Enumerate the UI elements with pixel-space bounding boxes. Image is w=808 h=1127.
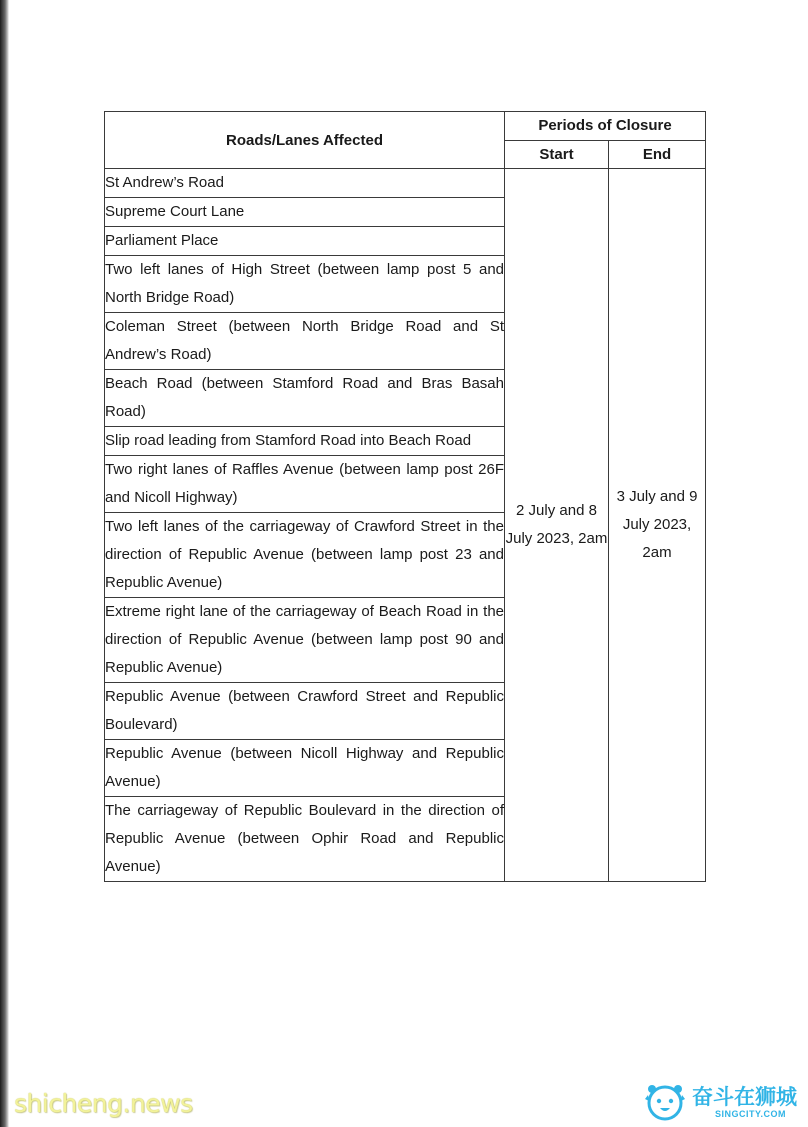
table-row-road: St Andrew’s Road [105,169,505,198]
table-row-road: Coleman Street (between North Bridge Road and St Andrew’s Road) [105,313,505,370]
table-row-road: The carriageway of Republic Boulevard in the direction of Republic Avenue (between Ophir Road and Republic Avenue) [105,797,505,882]
page-left-edge [0,0,9,1127]
closure-end-cell: 3 July and 9 July 2023, 2am [609,169,706,882]
lion-face-icon [644,1081,686,1123]
watermark-singcity-chinese: 奋斗在狮城 [692,1085,797,1109]
table-row-road: Beach Road (between Stamford Road and Bras Basah Road) [105,370,505,427]
table-row-road: Supreme Court Lane [105,198,505,227]
road-closure-table [104,111,706,882]
table-row-road: Two left lanes of High Street (between lamp post 5 and North Bridge Road) [105,256,505,313]
table-row-road: Republic Avenue (between Crawford Street and Republic Boulevard) [105,683,505,740]
header-start: Start [505,140,609,169]
watermark-singcity [644,1081,804,1123]
table-row-road: Extreme right lane of the carriageway of Beach Road in the direction of Republic Avenue (between lamp post 90 and Republic Avenue) [105,598,505,683]
table-row-road: Slip road leading from Stamford Road into Beach Road [105,427,505,456]
table-row-road: Republic Avenue (between Nicoll Highway and Republic Avenue) [105,740,505,797]
table-row-road: Two right lanes of Raffles Avenue (between lamp post 26F and Nicoll Highway) [105,456,505,513]
watermark-singcity-url: SINGCITY.COM [715,1109,787,1119]
header-roads-affected: Roads/Lanes Affected [105,112,505,169]
watermark-shicheng: shicheng.news [14,1089,193,1118]
header-periods-of-closure: Periods of Closure [505,112,706,141]
table-row-road: Parliament Place [105,227,505,256]
header-end: End [609,140,706,169]
closure-start-cell: 2 July and 8 July 2023, 2am [505,169,609,882]
table-row-road: Two left lanes of the carriageway of Crawford Street in the direction of Republic Avenue (between lamp post 23 and Republic Avenue) [105,513,505,598]
